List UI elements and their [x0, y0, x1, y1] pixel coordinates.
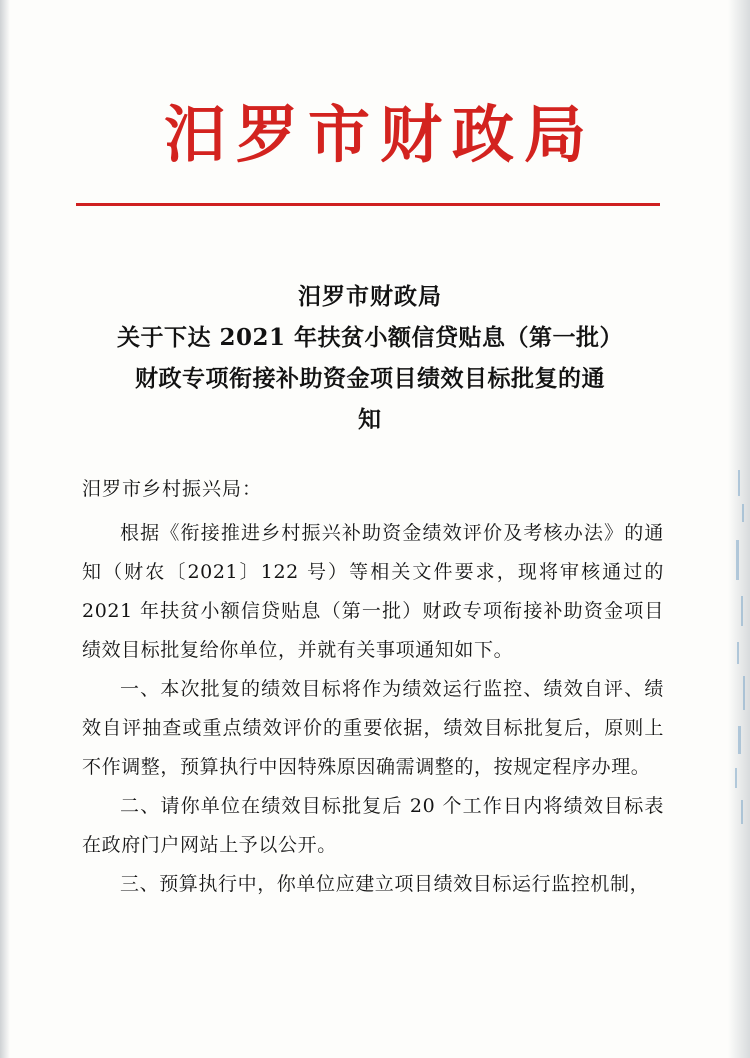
- letterhead-red-rule: [76, 203, 660, 206]
- document-title: [80, 276, 660, 440]
- title-line-4: 知: [358, 406, 382, 433]
- recipient-line: 汨罗市乡村振兴局：: [82, 478, 263, 500]
- paragraph-2: 一、本次批复的绩效目标将作为绩效运行监控、绩效自评、绩效自评抽查或重点绩效评价的重要依据，绩效目标批复后，原则上不作调整，预算执行中因特殊原因确需调整的，按规定程序办理。: [82, 678, 664, 778]
- organization-title: 汨罗市财政局: [163, 98, 596, 171]
- title-line-2: 关于下达 2021 年扶贫小额信贷贴息（第一批）: [116, 324, 624, 351]
- paragraph-3: 二、请你单位在绩效目标批复后 20 个工作日内将绩效目标表在政府门户网站上予以公开。: [82, 795, 664, 856]
- paragraph-1: 根据《衔接推进乡村振兴补助资金绩效评价及考核办法》的通知（财农〔2021〕122 号）等相关文件要求，现将审核通过的 2021 年扶贫小额信贷贴息（第一批）财政专项衔接补助资金项目绩效目标批复给你单位，并就有关事项通知如下。: [82, 522, 664, 661]
- title-line-1: 汨罗市财政局: [298, 283, 442, 310]
- letterhead: [0, 96, 750, 174]
- scan-artifacts: [732, 470, 748, 830]
- title-line-3: 财政专项衔接补助资金项目绩效目标批复的通: [135, 365, 605, 392]
- paragraph-4: 三、预算执行中，你单位应建立项目绩效目标运行监控机制，: [120, 873, 650, 895]
- document-body: [82, 514, 664, 904]
